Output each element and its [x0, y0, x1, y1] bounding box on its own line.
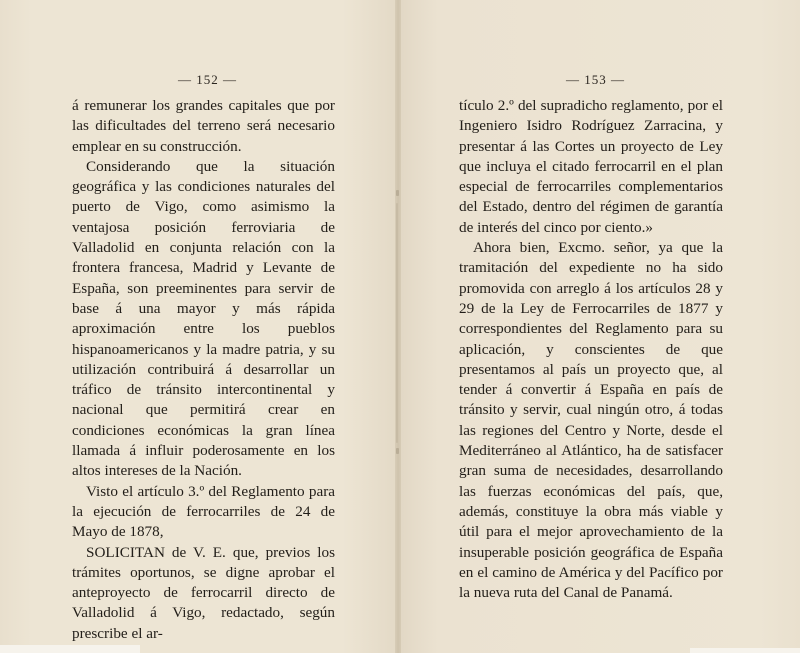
paragraph: Ahora bien, Excmo. señor, ya que la tramitación del expediente no ha sido promovida con arreglo á los artículos 28 y 29 de la Ley de Ferrocarriles de 1877 y correspondientes del Reglamento para su aplicación, y conscientes de que presentamos al país un proyecto que, al tender á convertir á España en país de tránsito y servir, cual ningún otro, á todas las regiones del Centro y Norte, desde el Mediterráneo al Atlántico, ha de satisfacer gran suma de necesidades, desarrollando las fuerzas económicas del país, que, además, constituye la obra más viable y útil para el mejor aprovechamiento de la insuperable posición geográfica de España en el camino de América y del Pacífico por la nueva ruta del Canal de Panamá. [459, 239, 723, 602]
right-page-text [459, 96, 723, 603]
left-page-text [72, 96, 335, 644]
torn-edge [0, 645, 140, 653]
left-page-number: — 152 — [178, 72, 237, 87]
paragraph: tículo 2.º del supradicho reglamento, por el Ingeniero Isidro Rodríguez Zarracina, y presentar á las Cortes un proyecto de Ley que incluya el citado ferrocarril en el plan especial de ferrocarriles complementarios del Estado, dentro del régimen de garantía de interés del cinco por ciento.» [459, 97, 723, 236]
paragraph: á remunerar los grandes capitales que por las dificultades del terreno será necesario emplear en su construcción. [72, 97, 335, 155]
binding-stitch [396, 190, 399, 196]
paragraph: SOLICITAN de V. E. que, previos los trámites oportunos, se digne aprobar el anteproyecto de ferrocarril directo de Valladolid á Vigo, redactado, según prescribe el ar- [72, 543, 335, 642]
binding-thread [396, 203, 398, 443]
paragraph: Visto el artículo 3.º del Reglamento para la ejecución de ferrocarriles de 24 de Mayo de 1878, [72, 482, 335, 541]
paragraph: Considerando que la situación geográfica y las condiciones naturales del puerto de Vigo, como asimismo la ventajosa posición ferroviaria de Valladolid en conjunta relación con la frontera francesa, Madrid y Levante de España, son preeminentes para servir de base á una mayor y más rápida aproximación entre los pueblos hispanoamericanos y la madre patria, y su utilización contribuirá á desarrollar un tráfico de tránsito intercontinental y nacional que permitirá crear en condiciones económicas la gran línea llamada á influir poderosamente en los altos intereses de la Nación. [72, 157, 335, 480]
binding-stitch [396, 448, 399, 454]
torn-edge [690, 648, 800, 653]
right-page-number: — 153 — [566, 72, 625, 87]
